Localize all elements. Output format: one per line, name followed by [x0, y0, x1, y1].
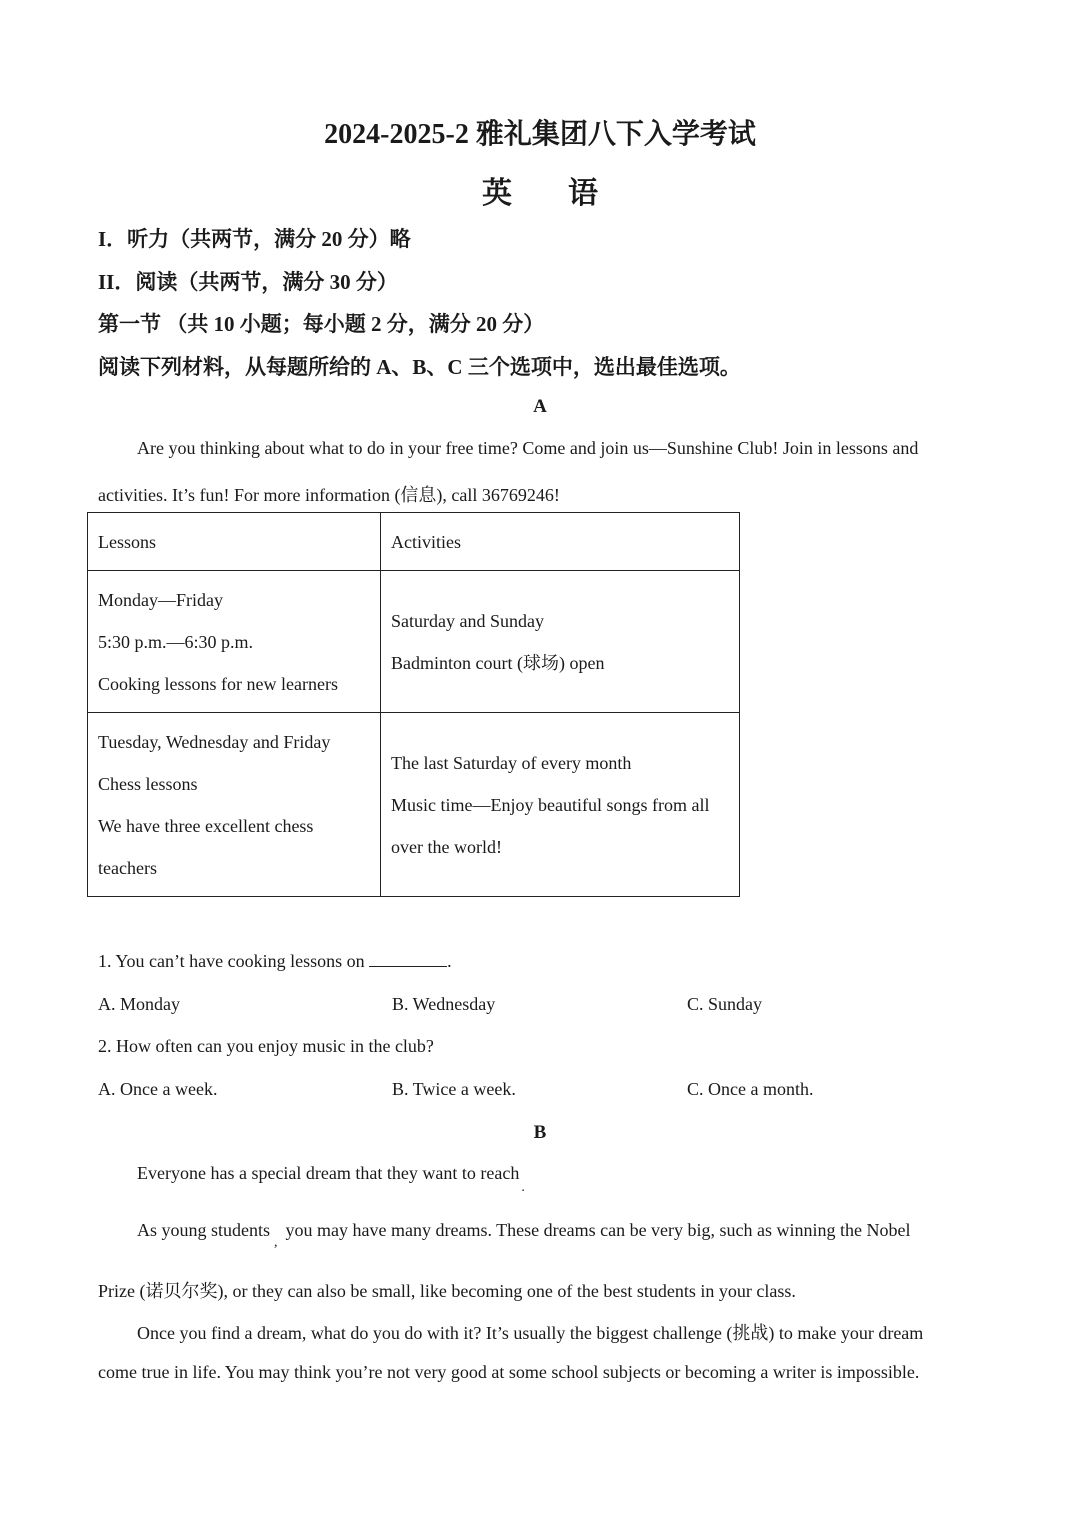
- passage-a-intro-line1: Are you thinking about what to do in your free time? Come and join us—Sunshine Club! Join in lessons and: [137, 438, 919, 458]
- table-row: [88, 571, 740, 713]
- q2-option-b[interactable]: B. Twice a week.: [392, 1079, 516, 1099]
- passage-a-label: A: [533, 396, 547, 417]
- q1-option-b[interactable]: B. Wednesday: [392, 994, 496, 1014]
- lessons-cell: Tuesday, Wednesday and Friday Chess lessons We have three excellent chess teachers: [88, 713, 381, 897]
- table-row: [88, 713, 740, 897]
- question-2-stem: 2. How often can you enjoy music in the club?: [98, 1036, 434, 1056]
- header-lessons: Lessons: [88, 513, 381, 571]
- header-activities: Activities: [381, 513, 740, 571]
- passage-b-label: B: [533, 1122, 547, 1143]
- passage-b-p1-line1: As young students$_,$you may have many dreams. These dreams can be very big, such as winning the Nobel: [137, 1220, 911, 1250]
- activities-cell: Saturday and Sunday Badminton court (球场) open: [381, 571, 740, 713]
- listening-heading: I．听力（共两节，满分 20 分）略: [98, 227, 411, 251]
- question-1-stem: 1. You can’t have cooking lessons on .: [98, 951, 452, 971]
- q1-option-a[interactable]: A. Monday: [98, 994, 180, 1014]
- table-header-row: [88, 513, 740, 571]
- exam-title: 2024-2025-2 雅礼集团八下入学考试: [324, 119, 756, 150]
- part-one-heading: 第一节 （共 10 小题；每小题 2 分，满分 20 分）: [98, 312, 545, 336]
- q1-option-c[interactable]: C. Sunday: [687, 994, 763, 1014]
- club-schedule-table: [87, 512, 740, 897]
- subject-title: 英语: [482, 177, 654, 210]
- passage-a-intro-line2: activities. It’s fun! For more information (信息), call 36769246!: [98, 485, 560, 505]
- passage-b-p1-line2: Prize (诺贝尔奖), or they can also be small, like becoming one of the best students in your class.: [98, 1281, 796, 1301]
- instruction-text: 阅读下列材料，从每题所给的 A、B、C 三个选项中，选出最佳选项。: [98, 355, 741, 379]
- passage-b-p2-line1: Once you find a dream, what do you do with it? It’s usually the biggest challenge (挑战) to make your dream: [137, 1323, 924, 1343]
- answer-blank: [369, 952, 447, 967]
- lessons-cell: Monday—Friday 5:30 p.m.—6:30 p.m. Cooking lessons for new learners: [88, 571, 381, 713]
- q2-option-a[interactable]: A. Once a week.: [98, 1079, 218, 1099]
- passage-b-title-line: Everyone has a special dream that they want to reach$_.$: [137, 1163, 525, 1195]
- passage-b-p2-line2: come true in life. You may think you’re not very good at some school subjects or becoming a writer is impossible.: [98, 1362, 920, 1382]
- reading-heading: II．阅读（共两节，满分 30 分）: [98, 270, 398, 294]
- activities-cell: The last Saturday of every month Music time—Enjoy beautiful songs from all over the world!: [381, 713, 740, 897]
- q2-option-c[interactable]: C. Once a month.: [687, 1079, 814, 1099]
